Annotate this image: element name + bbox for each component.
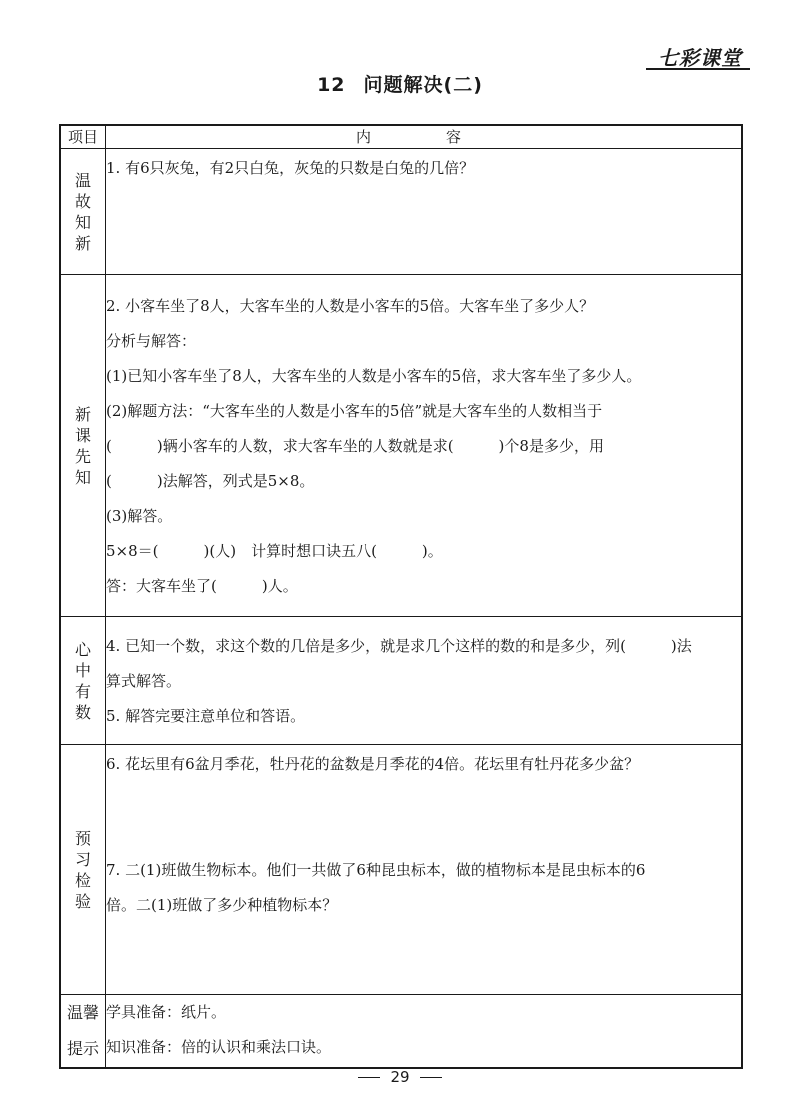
page-title bbox=[0, 70, 800, 97]
page-number-text: 29 bbox=[390, 1068, 410, 1086]
header-content: 内 容 bbox=[106, 125, 743, 149]
analysis-heading: 分析与解答： bbox=[106, 332, 197, 350]
section-preview-check bbox=[60, 745, 742, 995]
step-2-line-1: (2)解题方法：“大客车坐的人数是小客车的5倍”就是大客车坐的人数相当于 bbox=[106, 402, 603, 420]
question-7-line-2: 倍。二(1)班做了多少种植物标本？ bbox=[106, 896, 338, 914]
lesson-number: 12 bbox=[317, 74, 346, 96]
step-2-line-2: ( )辆小客车的人数，求大客车坐的人数就是求( )个8是多少，用 bbox=[106, 437, 604, 455]
section-tips bbox=[60, 995, 742, 1069]
section-content bbox=[106, 745, 743, 995]
tip-knowledge: 知识准备：倍的认识和乘法口诀。 bbox=[106, 1038, 332, 1056]
section-content bbox=[106, 995, 743, 1069]
question-2: 2. 小客车坐了8人，大客车坐的人数是小客车的5倍。大客车坐了多少人？ bbox=[106, 297, 595, 315]
brand-logo-text: 七彩课堂 bbox=[658, 46, 742, 70]
section-label: 温馨 提示 bbox=[60, 995, 106, 1069]
question-7-line-1: 7. 二(1)班做生物标本。他们一共做了6种昆虫标本，做的植物标本是昆虫标本的6 bbox=[106, 861, 646, 879]
point-4-line-2: 算式解答。 bbox=[106, 672, 182, 690]
tip-supplies: 学具准备：纸片。 bbox=[106, 1003, 227, 1021]
dash-left bbox=[358, 1077, 380, 1078]
brand-logo bbox=[646, 38, 750, 72]
answer: 答：大客车坐了( )人。 bbox=[106, 577, 298, 595]
section-review bbox=[60, 149, 742, 275]
question-1: 1. 有6只灰兔，有2只白兔，灰兔的只数是白兔的几倍？ bbox=[106, 159, 475, 177]
point-5: 5. 解答完要注意单位和答语。 bbox=[106, 707, 306, 725]
section-label: 温 故 知 新 bbox=[60, 149, 106, 275]
section-label: 心 中 有 数 bbox=[60, 617, 106, 745]
section-label: 预 习 检 验 bbox=[60, 745, 106, 995]
section-key-points bbox=[60, 617, 742, 745]
step-1: (1)已知小客车坐了8人，大客车坐的人数是小客车的5倍，求大客车坐了多少人。 bbox=[106, 367, 642, 385]
step-3: (3)解答。 bbox=[106, 507, 173, 525]
point-4-line-1: 4. 已知一个数，求这个数的几倍是多少，就是求几个这样的数的和是多少，列( )法 bbox=[106, 637, 692, 655]
calculation: 5×8＝( )(人) 计算时想口诀五八( )。 bbox=[106, 542, 443, 560]
step-2-line-3: ( )法解答，列式是5×8。 bbox=[106, 472, 315, 490]
section-label: 新 课 先 知 bbox=[60, 275, 106, 617]
dash-right bbox=[420, 1077, 442, 1078]
section-content bbox=[106, 149, 743, 275]
header-item: 项目 bbox=[60, 125, 106, 149]
question-6: 6. 花坛里有6盆月季花，牡丹花的盆数是月季花的4倍。花坛里有牡丹花多少盆？ bbox=[106, 755, 640, 773]
question-6-answer-space bbox=[106, 782, 741, 853]
section-content bbox=[106, 617, 743, 745]
table-header-row bbox=[60, 125, 742, 149]
worksheet-table bbox=[59, 124, 743, 1069]
section-new-lesson bbox=[60, 275, 742, 617]
section-content bbox=[106, 275, 743, 617]
lesson-title: 问题解决(二) bbox=[363, 74, 483, 96]
page-number bbox=[0, 1068, 800, 1086]
